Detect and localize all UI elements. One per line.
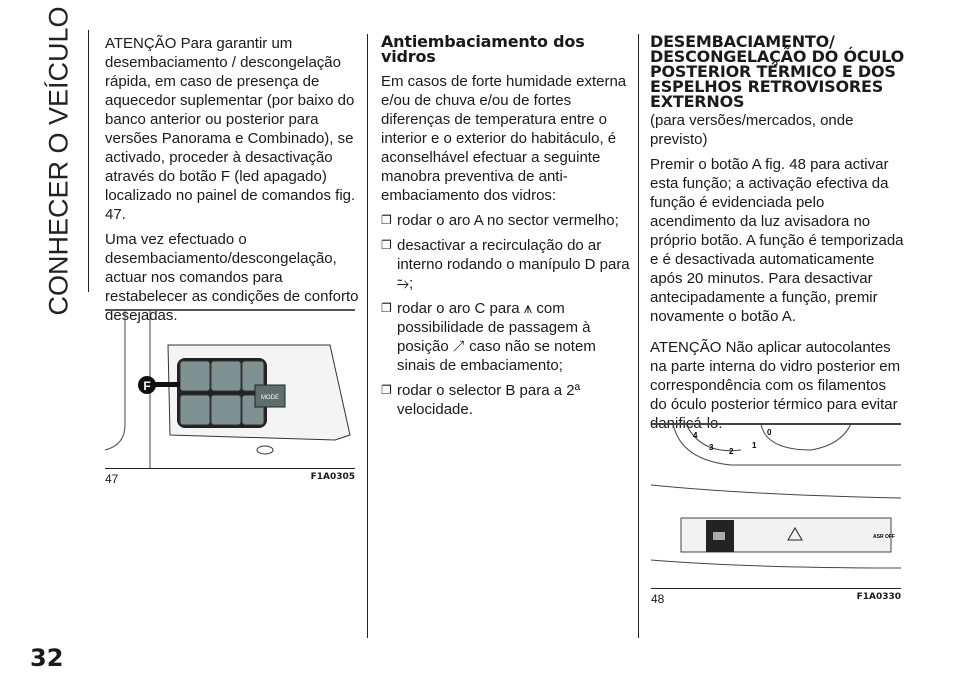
figure-47	[105, 305, 355, 469]
list-item: ❐ desactivar a recirculação do ar interno rodando o manípulo D para ⥲;	[381, 236, 637, 293]
figure-code: F1A0305	[310, 472, 355, 482]
callout-f: F	[143, 379, 151, 393]
svg-text:1: 1	[752, 441, 757, 450]
windscreen-defrost-icon: ⩚	[523, 300, 533, 317]
fan-speed-dial	[693, 428, 772, 456]
figure-number: 47	[105, 472, 119, 486]
figure-caption	[105, 472, 355, 486]
paragraph: Em casos de forte humidade externa e/ou de chuva e/ou de fortes diferenças de temperatura entre o interior e o exterior do habitáculo, é aconselhável efectuar a seguinte manobra preventiva de anti-embaciamento dos vidros:	[381, 73, 627, 204]
subtitle: (para versões/mercados, onde previsto)	[650, 112, 854, 148]
recirculation-off-icon: ⥲	[397, 275, 410, 292]
divider	[88, 30, 89, 292]
instruction-list	[381, 211, 637, 419]
asr-off-label: ASR OFF	[873, 534, 895, 540]
column-3	[650, 34, 906, 439]
column-divider	[638, 34, 639, 638]
figure-caption	[651, 592, 901, 606]
feet-windscreen-icon: ↗	[452, 338, 465, 355]
figure-number: 48	[651, 592, 665, 606]
control-panel-illustration	[105, 305, 355, 468]
section-heading: DESEMBACIAMENTO/ DESCONGELAÇÃO DO ÓCULO POSTERIOR TÉRMICO E DOS ESPELHOS RETROVISORES EXTERNOS	[650, 32, 905, 111]
column-1	[105, 34, 361, 331]
figure-48	[651, 420, 901, 589]
column-2	[381, 34, 637, 425]
warning-paragraph: ATENÇÃO Para garantir um desembaciamento / descongelação rápida, em caso de presença de aquecedor suplementar (por baixo do banco anterior ou posterior para versões Panorama e Combinado), se activado, proceder à desactivação através do botão F (led apagado) localizado no painel de comandos fig. 47.	[105, 35, 356, 223]
list-item: ❐ rodar o aro A no sector vermelho;	[381, 211, 637, 230]
svg-text:3: 3	[709, 443, 714, 452]
section-tab	[34, 6, 84, 316]
svg-text:4: 4	[693, 431, 698, 440]
page-number: 32	[30, 644, 64, 672]
list-item: ❐ rodar o aro C para ⩚ com possibilidade de passagem à posição ↗ caso não se notem sinais de embaciamento;	[381, 299, 637, 375]
list-item: ❐ rodar o selector B para a 2ª velocidade.	[381, 381, 637, 419]
svg-text:2: 2	[729, 447, 734, 456]
dashboard-buttons-illustration	[651, 420, 901, 588]
paragraph: Premir o botão A fig. 48 para activar esta função; a activação efectiva da função é evidenciada pelo acendimento da luz avisadora no próprio botão. A função é temporizada e é desactivada automaticamente após 20 minutos. Para desactivar antecipadamente a função, premir novamente o botão A.	[650, 156, 904, 325]
paragraph: Uma vez efectuado o desembaciamento/descongelação, actuar nos comandos para restabelecer as condições de conforto desejadas.	[105, 231, 359, 324]
column-divider	[367, 34, 368, 638]
warning-paragraph: ATENÇÃO Não aplicar autocolantes na parte interna do vidro posterior em correspondência com os filamentos do óculo posterior térmico para evitar danificá-lo.	[650, 339, 901, 432]
figure-code: F1A0330	[856, 592, 901, 602]
mode-button-label: MODE	[261, 395, 279, 401]
section-title: CONHECER O VEÍCULO	[43, 6, 74, 316]
section-heading: Antiembaciamento dos vidros	[381, 32, 585, 66]
svg-text:0: 0	[767, 428, 772, 437]
